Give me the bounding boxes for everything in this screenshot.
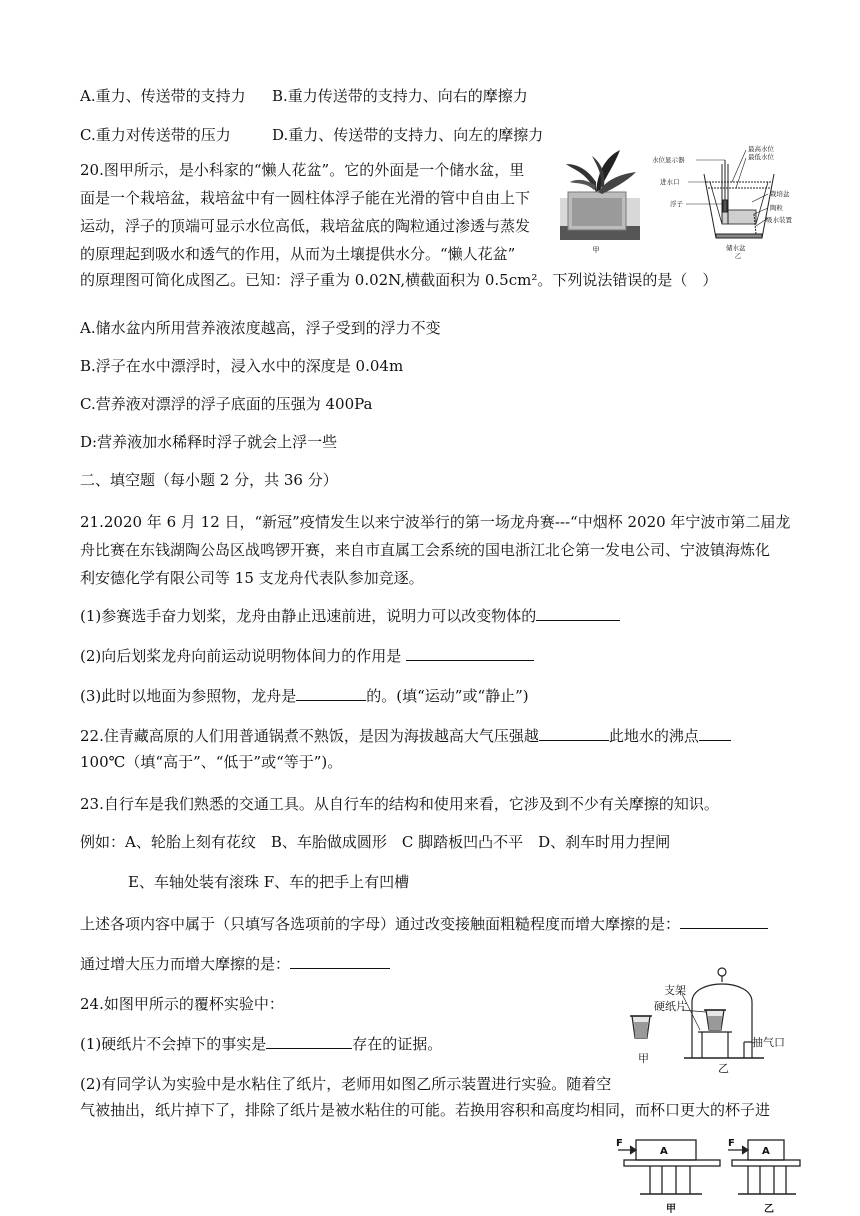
q22-line2: 100℃（填“高于”、“低于”或“等于”)。 [80,753,343,771]
label-ceramsite: 陶粒 [770,204,783,212]
q20-stem-line2: 面是一个栽培盆，栽培盆中有一圆柱体浮子能在光滑的管中自由上下 [80,189,531,207]
label-max-level: 最高水位 [748,145,774,153]
label-min-level: 最低水位 [748,153,774,161]
q21-stem-line2: 舟比赛在东钱湖陶公岛区战鸣锣开赛，来自市直属工会系统的国电浙江北仑第一发电公司、宁波镇海炼化 [80,541,771,559]
answer-blank[interactable] [406,646,534,661]
answer-blank[interactable] [266,1034,352,1049]
flowerpot-schematic [686,150,774,238]
label-force-yi: F [728,1138,735,1149]
q20-option-a: A.储水盆内所用营养液浓度越高，浮子受到的浮力不变 [80,319,441,337]
answer-blank[interactable] [296,686,366,701]
answer-blank[interactable] [539,726,609,741]
answer-blank[interactable] [699,726,731,741]
label-block-jia: A [660,1146,668,1157]
q23-line3: E、车轴处装有滚珠 F、车的把手上有凹槽 [128,873,410,891]
label-block-yi: A [762,1146,770,1157]
figure-label-yi: 乙 [764,1204,774,1215]
q21-sub1: (1)参赛选手奋力划桨，龙舟由静止迅速前进，说明力可以改变物体的 [80,606,620,626]
flowerpot-photo [560,150,640,240]
label-stand: 支架 [664,984,686,997]
answer-blank[interactable] [536,606,620,621]
q21-sub2: (2)向后划桨龙舟向前运动说明物体间力的作用是 [80,646,534,666]
q23-line4: 上述各项内容中属于（只填写各选项前的字母）通过改变接触面粗糙程度而增大摩擦的是： [80,914,768,934]
q24-line1: 24.如图甲所示的覆杯实验中： [80,995,284,1013]
label-basin: 储水盆 [726,244,746,252]
q20-stem-line4: 的原理起到吸水和透气的作用，从而为土壤提供水分。“懒人花盆” [80,245,516,263]
q19-option-a: A.重力、传送带的支持力 [80,87,246,105]
label-pot: 栽培盆 [770,190,790,198]
block-push-figure [610,1130,810,1216]
q24-sub2-line2: 气被抽出，纸片掉下了，排除了纸片是被水粘住的可能。若换用容积和高度均相同，而杯口更大的杯子进 [80,1101,771,1119]
label-outlet: 抽气口 [752,1036,785,1049]
label-float: 浮子 [670,200,683,208]
figure-label-yi: 乙 [718,1062,729,1074]
q22-line1: 22.住青藏高原的人们用普通锅煮不熟饭，是因为海拔越高大气压强越 此地水的沸点 [80,726,731,746]
q21-stem-line3: 利安德化学有限公司等 15 支龙舟代表队参加竞逐。 [80,569,424,587]
q21-stem-line1: 21.2020 年 6 月 12 日，“新冠”疫情发生以来宁波举行的第一场龙舟赛---“中烟杯 2020 年宁波市第二届龙 [80,513,791,531]
label-force-jia: F [616,1138,623,1149]
q21-sub3: (3)此时以地面为参照物，龙舟是 的。(填“运动”或“静止”) [80,687,529,705]
section-heading-fill-in: 二、填空题（每小题 2 分，共 36 分） [80,471,338,489]
answer-blank[interactable] [290,954,390,969]
answer-blank[interactable] [680,914,768,929]
label-card: 硬纸片 [654,1000,687,1013]
q20-option-b: B.浮子在水中漂浮时，浸入水中的深度是 0.04m [80,357,404,375]
figure-label-jia: 甲 [666,1204,676,1215]
figure-label-jia: 甲 [592,246,600,254]
q20-option-d: D:营养液加水稀释时浮子就会上浮一些 [80,433,338,451]
q24-sub1: (1)硬纸片不会掉下的事实是 存在的证据。 [80,1035,443,1053]
q23-line1: 23.自行车是我们熟悉的交通工具。从自行车的结构和使用来看，它涉及到不少有关摩擦的知识。 [80,795,719,813]
q20-option-c: C.营养液对漂浮的浮子底面的压强为 400Pa [80,395,373,413]
label-inlet: 进水口 [660,178,680,186]
figure-label-jia: 甲 [638,1052,649,1065]
q23-line2: 例如：A、轮胎上刻有花纹 B、车胎做成圆形 C 脚踏板凹凸不平 D、刹车时用力捏闸 [80,833,671,851]
q19-option-c: C.重力对传送带的压力 [80,126,231,144]
q23-line5: 通过增大压力而增大摩擦的是： [80,954,390,974]
cup-experiment-figure [624,964,800,1074]
q20-stem-line1: 20.图甲所示，是小科家的“懒人花盆”。它的外面是一个储水盆，里 [80,161,525,179]
q19-option-d: D.重力、传送带的支持力、向左的摩擦力 [272,126,544,144]
q19-option-b: B.重力传送带的支持力、向右的摩擦力 [272,87,528,105]
label-water-indicator: 水位显示器 [652,156,685,164]
q20-stem-line5: 的原理图可简化成图乙。已知：浮子重为 0.02N,横截面积为 0.5cm²。下列说法错误的是（ ） [80,271,718,289]
label-wick: 吸水装置 [766,216,792,224]
figure-label-yi: 乙 [734,252,742,260]
lazy-flowerpot-figure [556,142,800,260]
q20-stem-line3: 运动，浮子的顶端可显示水位高低，栽培盆底的陶粒通过渗透与蒸发 [80,217,531,235]
q24-sub2-line1: (2)有同学认为实验中是水粘住了纸片，老师用如图乙所示装置进行实验。随着空 [80,1075,612,1093]
